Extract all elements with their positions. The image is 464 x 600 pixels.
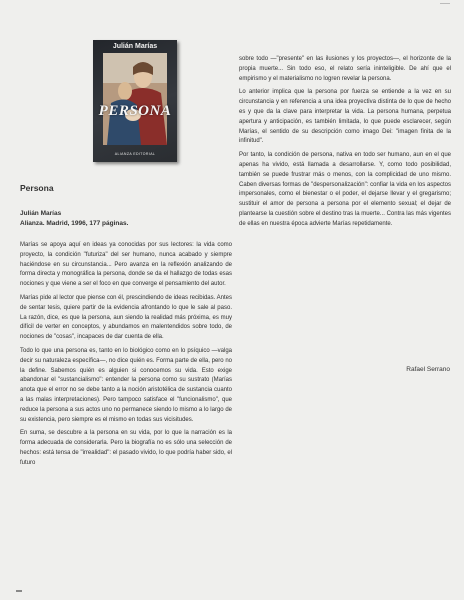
page-mark	[16, 590, 22, 592]
right-column	[239, 55, 451, 234]
review-author: Julián Marías	[20, 210, 62, 217]
review-signature: Rafael Serrano	[406, 366, 450, 373]
book-cover	[93, 40, 177, 162]
paragraph: Todo lo que una persona es, tanto en lo biológico como en lo psíquico —valga decir su naturaleza específica—, no dice quién es. Forma parte de ella, pero no la define. Sabemos quién es alguien si conocemos su vida. Esto exige abandonar el "sustancialismo": entender la persona como su sustrato (Marías anota que el error no se debe tanto a la noción aristotélica de sustancia cuanto a las malas interpretaciones). Pero tampoco satisface el "funcionalismo", que reduce la persona a sus actos uno no permanece siendo lo mismo a lo largo de su existencia, pero siempre es el mismo en todas sus vicisitudes.	[20, 347, 232, 423]
cover-author: Julián Marías	[112, 43, 158, 50]
paragraph: Marías pide al lector que piense con él, prescindiendo de ideas recibidas. Antes de sentar tesis, quiere partir de la evidencia afrontando lo que le sale al paso. La razón, dice, es que la persona, aun siendo la realidad más próxima, es muy difícil de verter en conceptos, y abundamos en malentendidos sobre todo, de nociones de "cosas", incapaces de dar cuenta de ella.	[20, 294, 232, 341]
section-heading: Persona	[20, 183, 54, 193]
cover-painting	[103, 53, 167, 145]
cover-title: PERSONA	[98, 103, 172, 119]
paragraph: Marías se apoya aquí en ideas ya conocidas por sus lectores: la vida como proyecto, la condición "futuriza" del ser humano, nunca acabado y siempre haciéndose en su circunstancia... Pero avanza en la reflexión analizando de forma directa y monográfica la persona, donde se da el hallazgo de todas esas nociones y que viene a ser el foco en que converge el pensamiento del autor.	[20, 242, 232, 288]
cover-publisher: ALIANZA EDITORIAL	[114, 152, 156, 156]
left-body-text	[20, 241, 232, 473]
corner-mark	[440, 3, 450, 4]
paragraph: Por tanto, la condición de persona, nativa en todo ser humano, aun en el que apenas ha vivido, está llamada a desarrollarse. Y, como todo posibilidad, también se puede frustrar más o menos, con la complicidad de uno mismo. Caben diversas formas de "despersonalización": confiar la vida en los aspectos impersonales, como el bienestar o el poder, el dejarse llevar y el gregarismo; sustituir el amor de persona a persona por el elemento sexual; el dejar de plantearse la cuestión sobre el destino tras la muerte... Contra las más vigentes de ellas en nuestra época advierte Marías repetidamente.	[239, 152, 451, 227]
paragraph: Lo anterior implica que la persona por fuerza se entiende a la vez en su circunstancia y en referencia a una idea proyectiva distinta de lo que de hecho es y que da la clave para interpretar la vida. La persona humana, perpetua apertura y anticipación, es también limitada, lo que puede esclarecer, según Marías, el sentido de su descripción como imago Dei: "imagen finita de la infinitud".	[239, 89, 451, 145]
painting-figures-illustration	[103, 53, 167, 145]
review-publication: Alianza. Madrid, 1996, 177 páginas.	[20, 220, 129, 227]
paragraph: sobre todo —"presente" en las ilusiones y los proyectos—, el horizonte de la propia muerte... Sin todo eso, el relato sería ininteligible. De ahí que el empirismo y el materialismo no logren revelar la persona.	[239, 56, 451, 82]
paragraph: En suma, se descubre a la persona en su vida, por lo que la narración es la forma adecuada de considerarla. Pero la biografía no es sólo una selección de hechos: está tensa de "irrealidad": el pasado vivido, lo que podría haber sido, el futuro	[20, 430, 232, 466]
